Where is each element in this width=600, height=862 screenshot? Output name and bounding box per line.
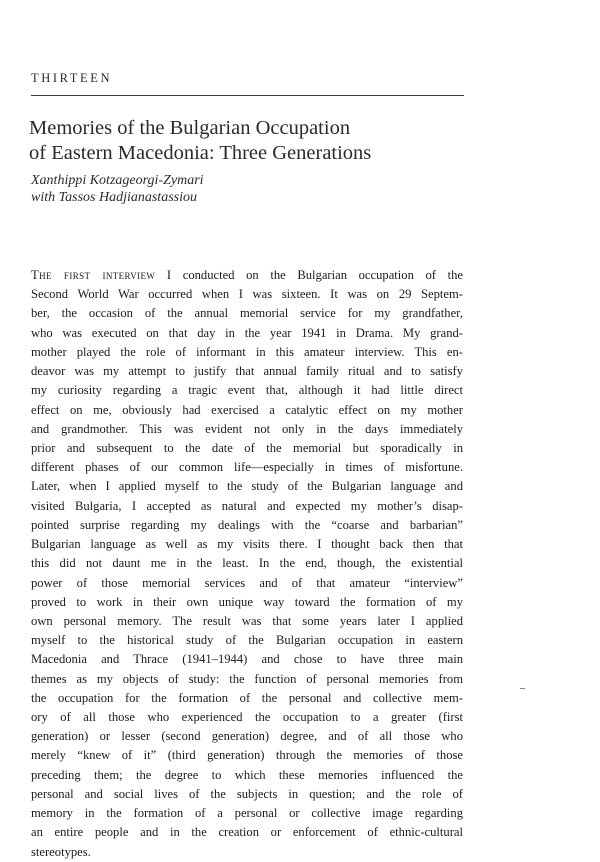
body-line: the occupation for the formation of the personal and collective mem- (31, 690, 463, 705)
chapter-authors (31, 173, 204, 206)
opening-smallcaps: The first interview (31, 268, 156, 282)
chapter-title-line-1: Memories of the Bulgarian Occupation (29, 117, 351, 139)
author-secondary: with Tassos Hadjianastassiou (31, 189, 197, 205)
body-line: mother played the role of informant in this amateur interview. This en- (31, 344, 463, 359)
chapter-number-label: THIRTEEN (31, 71, 113, 85)
body-paragraph (31, 266, 463, 862)
body-line: power of those memorial services and of that amateur “interview” (31, 575, 463, 590)
body-line: ory of all those who experienced the occupation to a greater (first (31, 710, 463, 725)
body-line: proved to work in their own unique way toward the formation of my (31, 594, 463, 609)
body-line: and grandmother. This was evident not only in the days immediately (31, 421, 463, 436)
author-primary: Xanthippi Kotzageorgi-Zymari (31, 173, 204, 188)
body-line-last: stereotypes. (31, 844, 91, 859)
body-line: Second World War occurred when I was sixteen. It was on 29 Septem- (31, 287, 463, 302)
body-line: this did not daunt me in the least. In the end, though, the existential (31, 556, 463, 571)
chapter-header-rule (31, 95, 464, 96)
first-line-rest: I conducted on the Bulgarian occupation of the (155, 268, 463, 282)
body-line: my curiosity regarding a tragic event that, although it had little direct (31, 383, 463, 398)
body-line (31, 266, 463, 285)
body-line: memory in the formation of a personal or collective image regarding (31, 806, 463, 821)
body-line: deavor was my attempt to justify that annual family ritual and to satisfy (31, 364, 463, 379)
margin-scan-mark (520, 688, 525, 689)
body-line: different phases of our common life—especially in times of misfortune. (31, 460, 463, 475)
body-line: prior and subsequent to the date of the memorial but sporadically in (31, 440, 463, 455)
body-line: personal and social lives of the subjects in question; and the role of (31, 786, 463, 801)
body-line: own personal memory. The result was that some years later I applied (31, 613, 463, 628)
body-line: generation) or lesser (second generation) degree, and of all those who (31, 729, 463, 744)
body-line: effect on me, obviously had exercised a catalytic effect on my mother (31, 402, 463, 417)
body-line: Later, when I applied myself to the study of the Bulgarian language and (31, 479, 463, 494)
body-line: pointed surprise regarding my dealings with the “coarse and barbarian” (31, 517, 463, 532)
body-line: who was executed on that day in the year 1941 in Drama. My grand- (31, 325, 463, 340)
body-line: an entire people and in the creation or enforcement of ethnic-cultural (31, 825, 463, 840)
body-line: Macedonia and Thrace (1941–1944) and chose to have three main (31, 652, 463, 667)
body-line: visited Bulgaria, I accepted as natural and expected my mother’s disap- (31, 498, 463, 513)
chapter-title-line-2: of Eastern Macedonia: Three Generations (29, 142, 372, 164)
body-line: preceding them; the degree to which these memories influenced the (31, 767, 463, 782)
body-line: Bulgarian language as well as my visits there. I thought back then that (31, 537, 463, 552)
body-line: themes as my objects of study: the function of personal memories from (31, 671, 463, 686)
body-line: myself to the historical study of the Bulgarian occupation in eastern (31, 633, 463, 648)
body-line: merely “knew of it” (third generation) through the memories of those (31, 748, 463, 763)
body-line: ber, the occasion of the annual memorial service for my grandfather, (31, 306, 463, 321)
chapter-title (29, 116, 469, 166)
